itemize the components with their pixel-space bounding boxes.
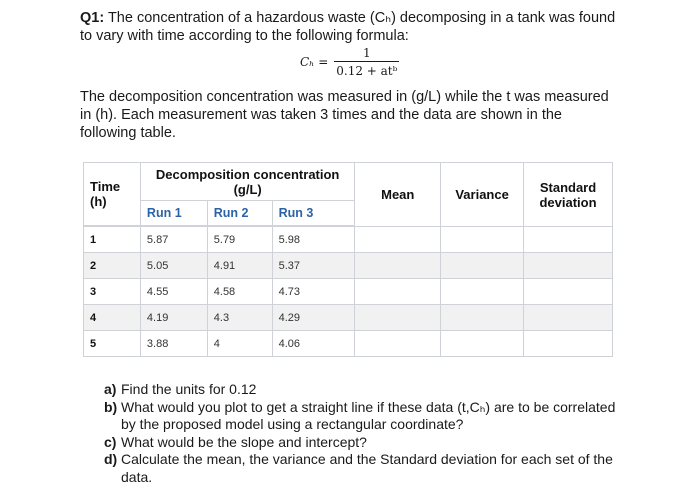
std-cell xyxy=(524,331,613,357)
task-item xyxy=(104,434,624,452)
table-row xyxy=(84,227,613,253)
mean-cell xyxy=(355,227,441,253)
question-intro-text: The concentration of a hazardous waste (Cₕ) decomposing in a tank was found to vary with time according to the following formula: xyxy=(80,10,616,44)
run1-cell: 4.19 xyxy=(140,305,207,331)
time-cell: 1 xyxy=(84,227,141,253)
question-intro xyxy=(80,9,620,45)
formula-fraction xyxy=(334,46,399,78)
task-label: a) xyxy=(104,381,117,397)
header-run-2: Run 2 xyxy=(207,201,272,226)
formula-numerator: 1 xyxy=(363,46,371,60)
run1-cell: 4.55 xyxy=(140,279,207,305)
task-item xyxy=(104,381,624,399)
formula-denominator: 0.12 + atᵇ xyxy=(334,61,399,78)
run2-cell: 5.79 xyxy=(207,227,272,253)
task-label: d) xyxy=(104,451,118,467)
table-row xyxy=(84,253,613,279)
header-std-dev: Standard deviation xyxy=(524,163,613,227)
std-cell xyxy=(524,253,613,279)
header-concentration: Decomposition concentration (g/L) xyxy=(140,163,354,201)
run1-cell: 3.88 xyxy=(140,331,207,357)
header-variance: Variance xyxy=(441,163,524,227)
run2-cell: 4 xyxy=(207,331,272,357)
mean-cell xyxy=(355,253,441,279)
task-text: Find the units for 0.12 xyxy=(121,381,257,397)
run3-cell: 4.06 xyxy=(272,331,355,357)
task-list xyxy=(104,381,624,486)
time-cell: 5 xyxy=(84,331,141,357)
mean-cell xyxy=(355,305,441,331)
question-description: The decomposition concentration was measured in (g/L) while the t was measured in (h). Each measurement was taken 3 times and the data are shown in the following table. xyxy=(80,89,609,141)
run3-cell: 5.98 xyxy=(272,227,355,253)
run1-cell: 5.05 xyxy=(140,253,207,279)
task-item xyxy=(104,451,624,486)
time-cell: 4 xyxy=(84,305,141,331)
time-cell: 2 xyxy=(84,253,141,279)
run3-cell: 5.37 xyxy=(272,253,355,279)
std-cell xyxy=(524,279,613,305)
decomposition-formula xyxy=(300,46,399,78)
variance-cell xyxy=(441,253,524,279)
variance-cell xyxy=(441,305,524,331)
table-row xyxy=(84,279,613,305)
variance-cell xyxy=(441,331,524,357)
header-run-3: Run 3 xyxy=(272,201,355,226)
question-label: Q1: xyxy=(80,10,105,26)
mean-cell xyxy=(355,331,441,357)
header-time: Time (h) xyxy=(84,163,141,226)
task-label: b) xyxy=(104,398,118,415)
task-text: What would be the slope and intercept? xyxy=(121,433,367,450)
task-item xyxy=(104,399,624,434)
variance-cell xyxy=(441,279,524,305)
data-table xyxy=(83,162,613,357)
formula-lhs: Cₕ = xyxy=(300,55,329,69)
run2-cell: 4.3 xyxy=(207,305,272,331)
header-run-1: Run 1 xyxy=(140,201,207,226)
run3-cell: 4.29 xyxy=(272,305,355,331)
run2-cell: 4.58 xyxy=(207,279,272,305)
task-text: What would you plot to get a straight line if these data (t,Cₕ) are to be correlated by the proposed model using a rectangular coordinate? xyxy=(121,398,616,432)
std-cell xyxy=(524,227,613,253)
task-label: c) xyxy=(104,433,117,450)
table-row xyxy=(84,305,613,331)
run2-cell: 4.91 xyxy=(207,253,272,279)
task-text: Calculate the mean, the variance and the Standard deviation for each set of the data. xyxy=(121,451,613,485)
run1-cell: 5.87 xyxy=(140,227,207,253)
variance-cell xyxy=(441,227,524,253)
mean-cell xyxy=(355,279,441,305)
header-mean: Mean xyxy=(355,163,441,227)
table-row xyxy=(84,331,613,357)
time-cell: 3 xyxy=(84,279,141,305)
std-cell xyxy=(524,305,613,331)
run3-cell: 4.73 xyxy=(272,279,355,305)
